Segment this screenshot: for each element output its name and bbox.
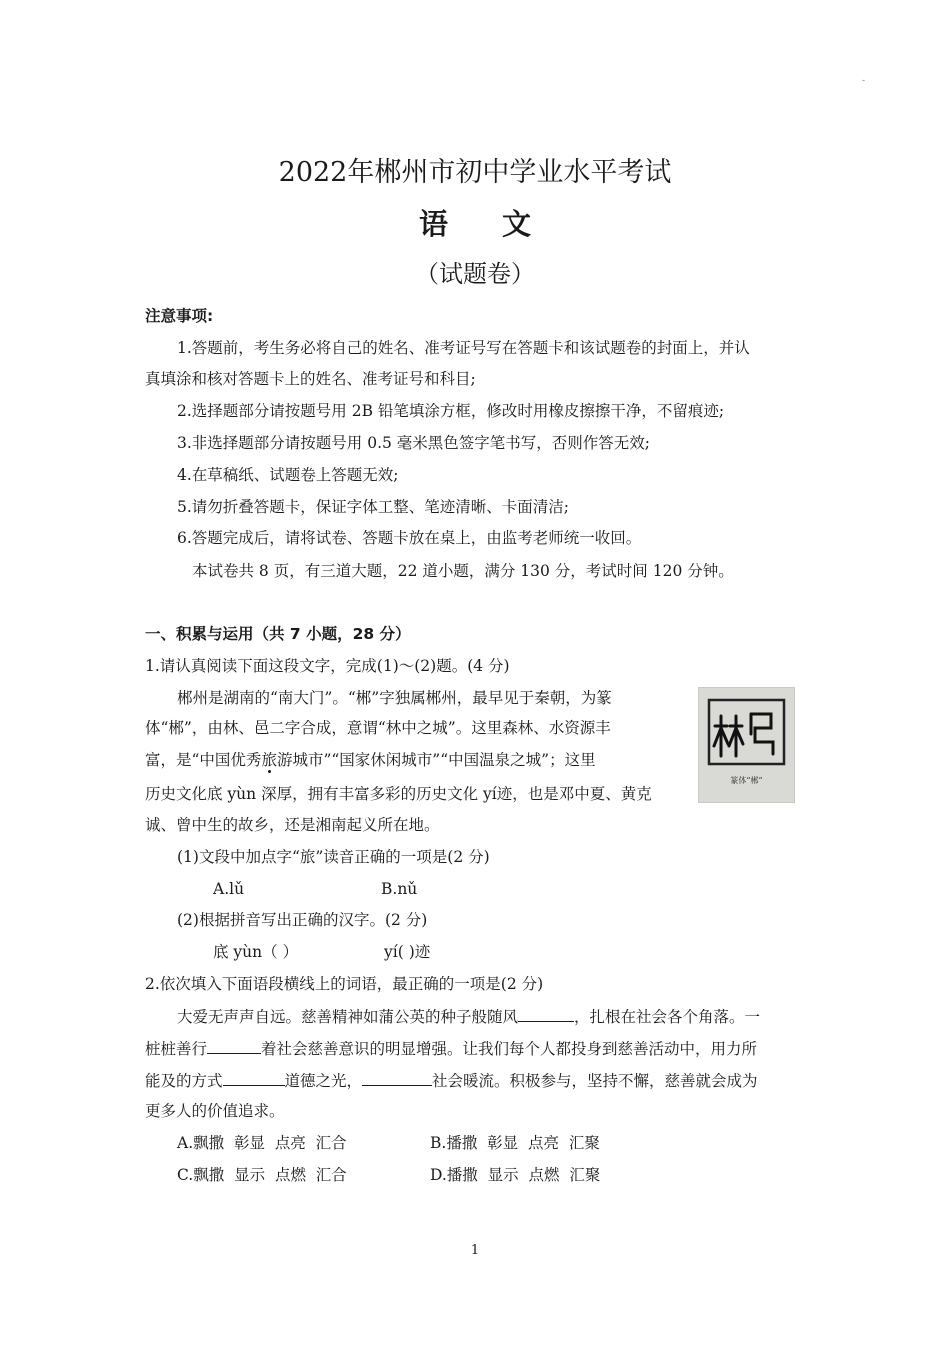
- subquestion: (1)文段中加点字“旅”读音正确的一项是(2 分): [177, 848, 490, 866]
- fill-blank: [518, 1006, 574, 1022]
- fill-blank: [223, 1070, 285, 1086]
- passage-line: 诚、曾中生的故乡，还是湘南起义所在地。: [145, 816, 440, 834]
- seal-script-image: [698, 687, 795, 803]
- emphasized-character: 旅: [261, 751, 277, 769]
- page-number: 1: [470, 1243, 480, 1258]
- passage-text: ，扎根在社会各个角落。一: [574, 1008, 761, 1026]
- question-prompt: 2.依次填入下面语段横线上的词语，最正确的一项是(2 分): [145, 975, 544, 993]
- seal-caption: 篆体“郴”: [730, 776, 763, 785]
- passage-line: 郴州是湖南的“南大门”。“郴”字独属郴州，最早见于秦朝，为篆: [177, 689, 612, 707]
- notice-line: 1.答题前，考生务必将自己的姓名、准考证号写在答题卡和该试题卷的封面上，并认: [177, 339, 750, 357]
- notice-line: 本试卷共 8 页，有三道大题，22 道小题，满分 130 分，考试时间 120 分钟。: [192, 562, 734, 580]
- seal-character-graphic: [699, 688, 794, 776]
- notice-line: 5.请勿折叠答题卡，保证字体工整、笔迹清晰、卡面清洁;: [177, 498, 570, 516]
- passage-text: 社会暖流。积极参与，坚持不懈，慈善就会成为: [432, 1072, 758, 1090]
- notice-line: 4.在草稿纸、试题卷上答题无效;: [177, 466, 399, 484]
- notice-line: 2.选择题部分请按题号用 2B 铅笔填涂方框，修改时用橡皮擦擦干净，不留痕迹;: [177, 402, 725, 420]
- fill-blank: [362, 1070, 432, 1086]
- passage-text: 桩桩善行: [145, 1040, 208, 1058]
- passage-text: 大爱无声声自远。慈善精神如蒲公英的种子般随风: [177, 1008, 519, 1026]
- subquestion: (2)根据拼音写出正确的汉字。(2 分): [177, 911, 428, 929]
- option-c: C.飘撒 显示 点燃 汇合: [177, 1166, 347, 1184]
- passage-line: [145, 1070, 758, 1091]
- passage-text: 着社会慈善意识的明显增强。让我们每个人都投身到慈善活动中，用力所: [261, 1040, 758, 1058]
- notice-line: 6.答题完成后，请将试卷、答题卡放在桌上，由监考老师统一收回。: [177, 529, 642, 547]
- corner-mark: -: [862, 76, 866, 86]
- notice-line: 3.非选择题部分请按题号用 0.5 毫米黑色签字笔书写，否则作答无效;: [177, 434, 651, 452]
- option-b: B.nǔ: [381, 880, 418, 898]
- notice-heading: 注意事项:: [145, 307, 214, 325]
- passage-text: 道德之光，: [284, 1072, 363, 1090]
- option-b: B.播撒 彰显 点亮 汇聚: [430, 1134, 600, 1152]
- section-heading: 一、积累与运用（共 7 小题，28 分）: [145, 625, 411, 643]
- pinyin-item: yí( )迹: [384, 943, 431, 961]
- notice-line: 真填涂和核对答题卡上的姓名、准考证号和科目;: [145, 370, 476, 388]
- passage-text: 能及的方式: [145, 1072, 223, 1090]
- passage-line: 更多人的价值追求。: [145, 1102, 285, 1120]
- subject-title: 语 文: [418, 207, 554, 241]
- exam-title: 2022年郴州市初中学业水平考试: [278, 157, 672, 188]
- pinyin-item: 底 yùn（ ）: [213, 943, 299, 961]
- passage-text: 富，是“中国优秀: [145, 751, 262, 769]
- passage-text: 游城市”“国家休闲城市”“中国温泉之城”；这里: [276, 751, 596, 769]
- passage-line: [145, 1038, 757, 1059]
- option-d: D.播撒 显示 点燃 汇聚: [430, 1166, 601, 1184]
- passage-line: 历史文化底 yùn 深厚，拥有丰富多彩的历史文化 yí迹，也是邓中夏、黄克: [145, 785, 652, 803]
- passage-line: [177, 1006, 760, 1027]
- question-prompt: 1.请认真阅读下面这段文字，完成(1)～(2)题。(4 分): [145, 657, 510, 675]
- option-a: A.lǔ: [213, 880, 245, 898]
- passage-line: 体“郴”，由林、邑二字合成，意谓“林中之城”。这里森林、水资源丰: [145, 719, 611, 737]
- passage-line: [145, 750, 596, 770]
- option-a: A.飘撒 彰显 点亮 汇合: [177, 1134, 347, 1152]
- paper-type: （试题卷）: [415, 260, 535, 288]
- fill-blank: [207, 1038, 261, 1054]
